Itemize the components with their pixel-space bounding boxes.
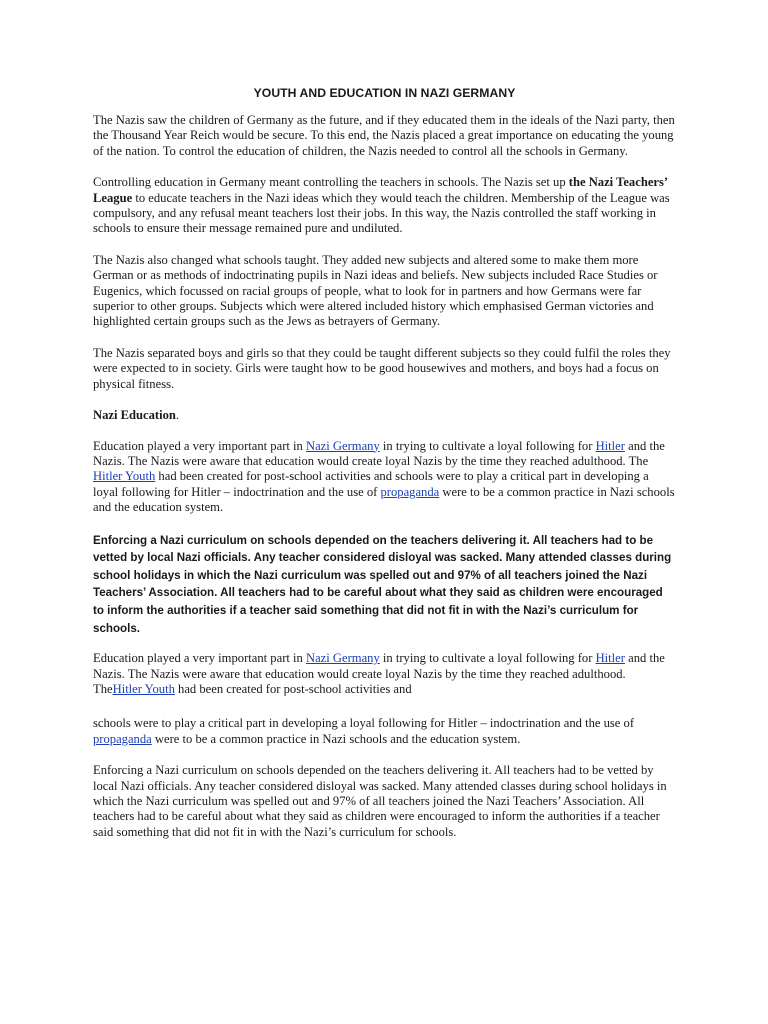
document-page [93,86,676,856]
paragraph-education-2 [93,651,676,697]
heading-text: Nazi Education [93,408,176,423]
page-gap [93,697,676,716]
paragraph-text: to educate teachers in the Nazi ideas which they would teach the children. Membership of the League was compulsory, and any refusal meant teachers lost their jobs. In this way, the Nazis controlled the staff working in schools to ensure their message remained pure and undiluted. [93,190,670,236]
paragraph-education-3 [93,716,676,747]
paragraph-text: Controlling education in Germany meant controlling the teachers in schools. The Nazis set up [93,175,569,190]
paragraph-text: schools were to play a critical part in developing a loyal following for Hitler – indoctrination and the use of [93,716,635,731]
link-hitler-youth[interactable]: Hitler Youth [112,681,175,696]
link-hitler-youth[interactable]: Hitler Youth [93,469,156,484]
link-nazi-germany[interactable]: Nazi Germany [305,438,380,453]
paragraph-text: Education played a very important part in [93,651,306,666]
paragraph-education-1 [93,439,676,516]
paragraph-curriculum-bold: Enforcing a Nazi curriculum on schools depended on the teachers delivering it. All teachers had to be vetted by local Nazi officials. Any teacher considered disloyal was sacked. Many attended classes during school holidays in which the Nazi curriculum was spelled out and 97% of all teachers joined the Nazi Teachers’ Association. All teachers had to be careful about what they said as children were encouraged to inform the authorities if a teacher said something that did not fit in with the Nazi’s curriculum for schools. [93,533,672,635]
paragraph-text: and the Nazis. The Nazis were aware that education would create loyal Nazis by the time they reached adulthood. The [93,651,665,696]
document-title: YOUTH AND EDUCATION IN NAZI GERMANY [253,86,516,100]
paragraph-teachers-league [93,175,676,237]
paragraph-boys-girls: The Nazis separated boys and girls so that they could be taught different subjects so they could fulfil the roles they were expected to in society. Girls were taught how to be good housewives and mothers, and boys had a focus on physical fitness. [93,345,671,391]
link-hitler[interactable]: Hitler [595,651,625,666]
section-heading [93,408,676,423]
paragraph-text: were to be a common practice in Nazi schools and the education system. [93,484,675,515]
link-nazi-germany[interactable]: Nazi Germany [305,651,380,666]
paragraph-text: had been created for post-school activities and schools were to play a critical part in developing a loyal following for Hitler – indoctrination and the use of [93,469,649,499]
paragraph-text: and the Nazis. The Nazis were aware that education would create loyal Nazis by the time they reached adulthood. The [93,438,665,468]
heading-dot: . [175,408,180,423]
paragraph-curriculum: Enforcing a Nazi curriculum on schools depended on the teachers delivering it. All teachers had to be vetted by local Nazi officials. Any teacher considered disloyal was sacked. Many attended classes during school holidays in which the Nazi curriculum was spelled out and 97% of all teachers joined the Nazi Teachers’ Association. All teachers had to be careful about what they said as children were encouraged to inform the authorities if a teacher said something that did not fit in with the Nazi’s curriculum for schools. [93,763,667,839]
paragraph-text: in trying to cultivate a loyal following for [379,438,596,453]
paragraph-text: had been created for post-school activities and [174,681,412,696]
link-hitler[interactable]: Hitler [595,438,625,453]
paragraph-text: in trying to cultivate a loyal following for [379,651,596,666]
link-propaganda[interactable]: propaganda [380,484,440,499]
paragraph-text: were to be a common practice in Nazi schools and the education system. [151,731,521,746]
teachers-league-bold: the Nazi Teachers’ League [93,175,668,205]
paragraph-intro: The Nazis saw the children of Germany as the future, and if they educated them in the ideals of the Nazi party, then the Thousand Year Reich would be secure. To this end, the Nazis placed a great importance on educating the young of the nation. To control the education of children, the Nazis needed to control all the schools in Germany. [93,113,675,158]
paragraph-subjects: The Nazis also changed what schools taught. They added new subjects and altered some to make them more German or as methods of indoctrinating pupils in Nazi ideas and beliefs. New subjects included Race Studies or Eugenics, which focussed on racial groups of people, what to look for in partners and how Germans were far superior to other groups. Subjects which were altered included history which emphasised German victories and highlighted certain groups such as the Jews as betrayers of Germany. [93,252,658,329]
paragraph-text: Education played a very important part in [93,438,306,453]
link-propaganda[interactable]: propaganda [93,731,152,746]
